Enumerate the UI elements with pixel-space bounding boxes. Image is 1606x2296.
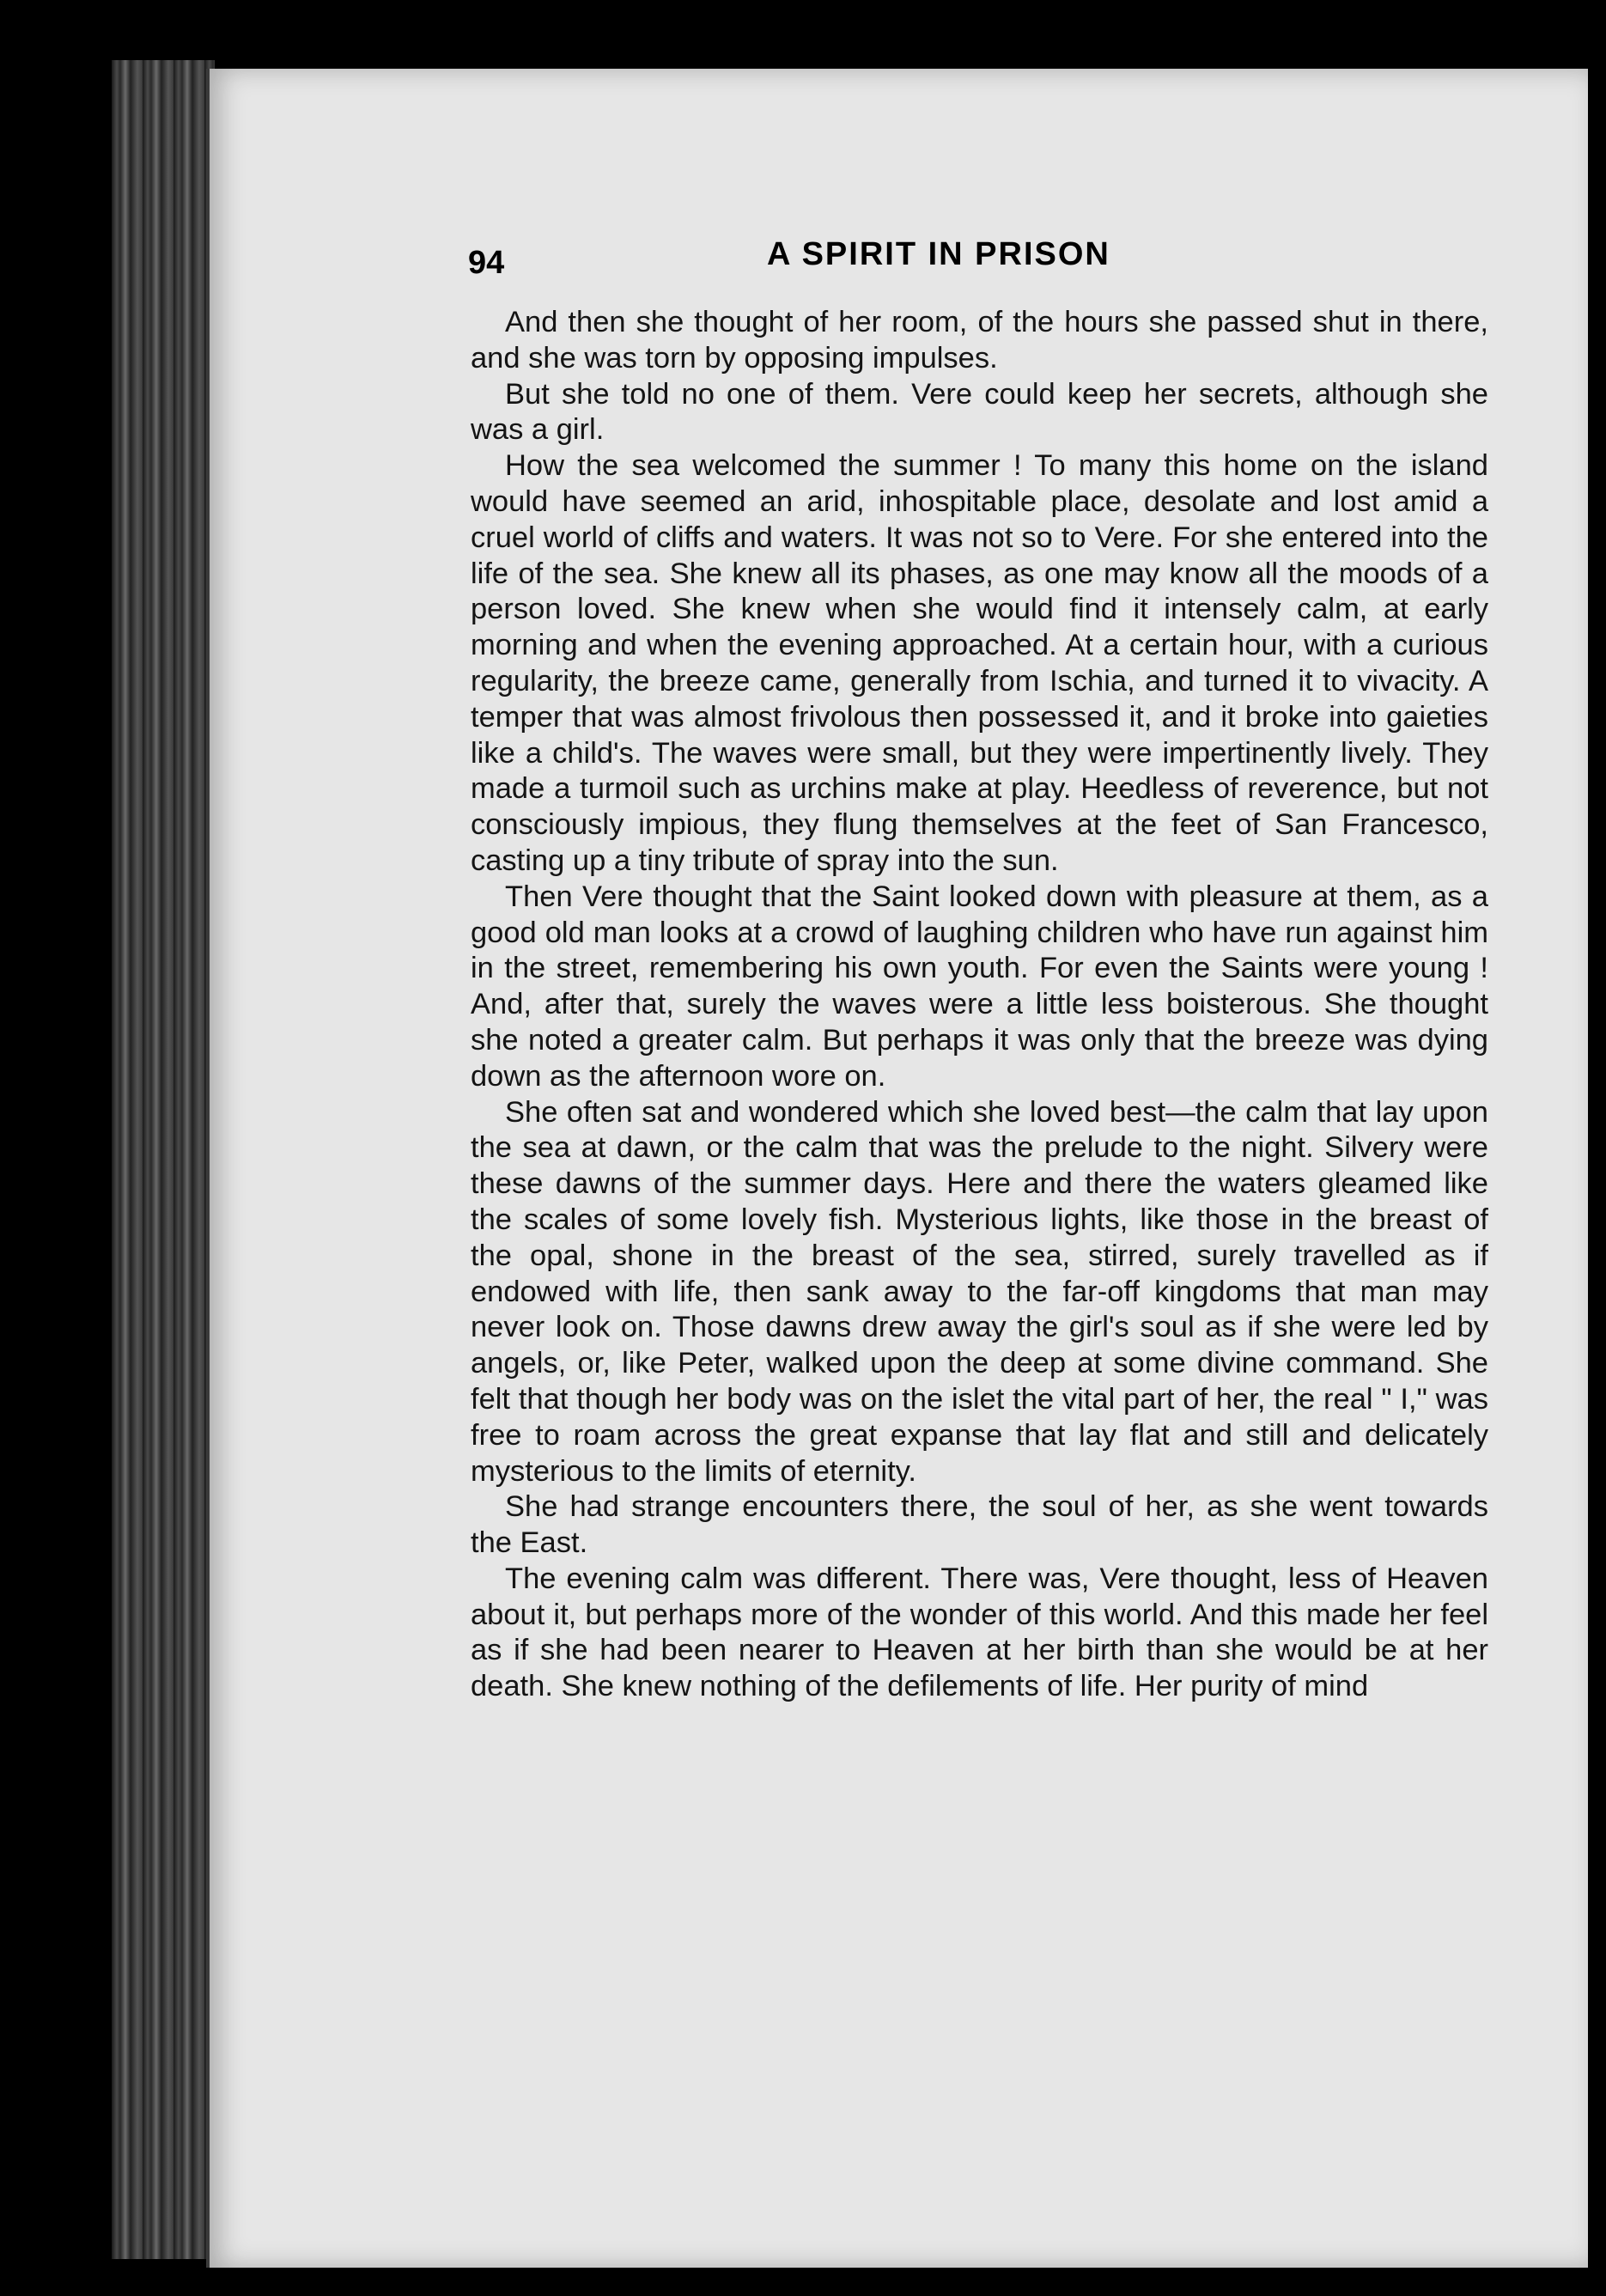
paragraph: The evening calm was different. There was, Vere thought, less of Heaven about it, but perhaps more of the wonder of this world. And this made her feel as if she had been nearer to Heaven at her birth than she would be at her death. She knew nothing of the defilements of life. Her purity of mind <box>471 1562 1488 1703</box>
paragraph: How the sea welcomed the summer ! To many this home on the island would have seemed an arid, inhospitable place, desolate and lost amid a cruel world of cliffs and waters. It was not so to Vere. For she entered into the life of the sea. She knew all its phases, as one may know all the moods of a person loved. She knew when she would find it intensely calm, at early morning and when the evening approached. At a certain hour, with a curious regularity, the breeze came, generally from Ischia, and turned it to vivacity. A temper that was almost frivolous then possessed it, and it broke into gaieties like a child's. The waves were small, but they were impertinently lively. They made a turmoil such as urchins make at play. Heedless of reverence, but not consciously impious, they flung themselves at the feet of San Francesco, casting up a tiny tribute of spray into the sun. <box>471 449 1488 877</box>
page-number: 94 <box>468 245 505 281</box>
body-text <box>471 305 1488 1705</box>
paragraph: She had strange encounters there, the soul of her, as she went towards the East. <box>471 1490 1488 1560</box>
paragraph: Then Vere thought that the Saint looked down with pleasure at them, as a good old man looks at a crowd of laughing children who have run against him in the street, remembering his own youth. For even the Saints were young ! And, after that, surely the waves were a little less boisterous. She thought she noted a greater calm. But perhaps it was only that the breeze was dying down as the afternoon wore on. <box>471 880 1488 1093</box>
running-title: A SPIRIT IN PRISON <box>767 236 1110 272</box>
book-gutter <box>112 60 215 2259</box>
paragraph: And then she thought of her room, of the hours she passed shut in there, and she was torn by opposing impulses. <box>471 306 1488 375</box>
paragraph: But she told no one of them. Vere could keep her secrets, although she was a girl. <box>471 377 1488 447</box>
paragraph: She often sat and wondered which she loved best—the calm that lay upon the sea at dawn, or the calm that was the prelude to the night. Silvery were these dawns of the summer days. Here and there the waters gleamed like the scales of some lovely fish. Mysterious lights, like those in the breast of the opal, shone in the breast of the sea, stirred, surely travelled as if endowed with life, then sank away to the far-off kingdoms that man may never look on. Those dawns drew away the girl's soul as if she were led by angels, or, like Peter, walked upon the deep at some divine command. She felt that though her body was on the islet the vital part of her, the real " I," was free to roam across the great expanse that lay flat and still and delicately mysterious to the limits of eternity. <box>471 1095 1488 1488</box>
